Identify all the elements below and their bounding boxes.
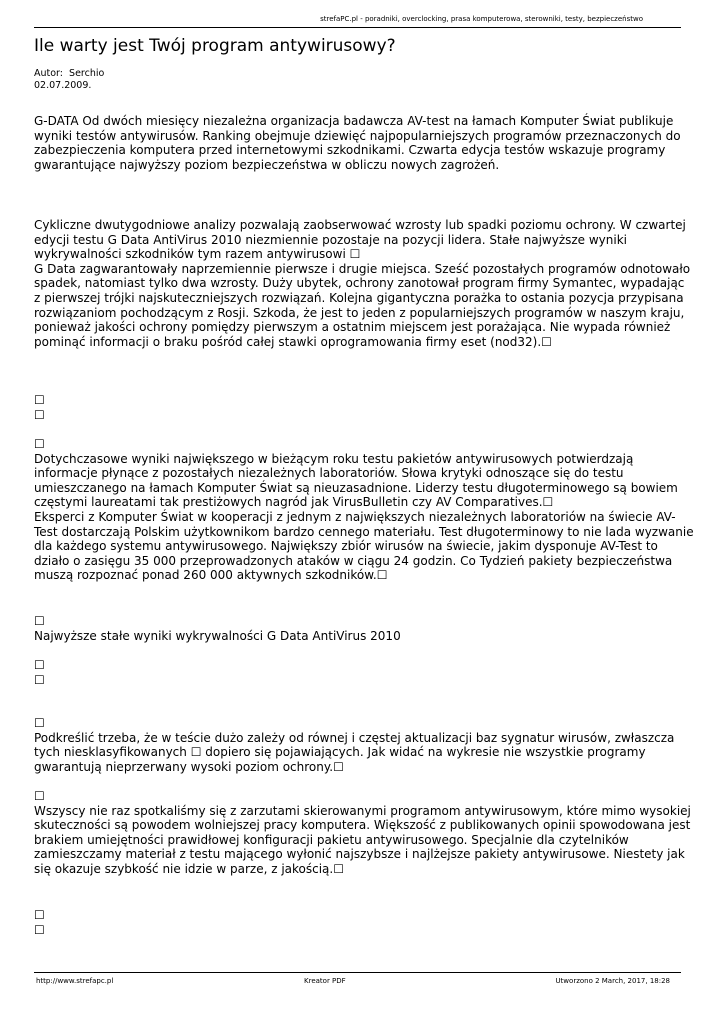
- site-header-text: strefaPC.pl - poradniki, overclocking, prasa komputerowa, sterowniki, testy, bezpieczeństwo: [320, 15, 643, 23]
- missing-glyph-icon: ☐: [34, 658, 45, 672]
- author-line: [34, 68, 104, 80]
- paragraph-5: Eksperci z Komputer Świat w kooperacji z jednym z największych niezależnych laboratoriów na świecie AV-Test dostarczają Polskim użytkownikom bardzo cennego materiału. Test długoterminowy to nie lada wyzwanie dla każdego systemu antywirusowego. Największy zbiór wirusów na świecie, jakim dysponuje AV-Test to działo o zasięgu 35 000 przeprowadzonych ataków w ciągu 24 godzin. Co Tydzień pakiety bezpieczeństwa muszą rozpoznać ponad 260 000 aktywnych szkodników.☐: [34, 509, 694, 583]
- missing-glyph-icon: ☐: [34, 437, 45, 451]
- missing-glyph-icon: ☐: [34, 922, 45, 937]
- footer-divider: [34, 972, 681, 973]
- header-divider: [34, 27, 681, 28]
- missing-glyph-icon: ☐: [34, 393, 45, 407]
- footer-generator: Kreator PDF: [304, 977, 346, 985]
- chart-caption: Najwyższe stałe wyniki wykrywalności G Data AntiVirus 2010: [34, 628, 401, 643]
- article-meta: [34, 68, 104, 92]
- paragraph-group-ranking: [34, 218, 694, 349]
- paragraph-intro: [34, 114, 694, 172]
- missing-glyph-icon: ☐: [34, 614, 45, 628]
- author-label: Autor:: [34, 68, 63, 79]
- paragraph-group-performance: [34, 789, 694, 877]
- paragraph-group-updates: [34, 716, 694, 774]
- article-title: Ile warty jest Twój program antywirusowy?: [34, 36, 396, 56]
- paragraph-1: G-DATA Od dwóch miesięcy niezależna organizacja badawcza AV-test na łamach Komputer Świat publikuje wyniki testów antywirusów. Ranking obejmuje dziewięć najpopularniejszych programów przeznaczonych do zabezpieczenia komputera przed internetowymi szkodnikami. Czwarta edycja testów wskazuje programy gwarantujące najwyższy poziom bezpieczeństwa w obliczu nowych zagrożeń.: [34, 114, 681, 172]
- missing-glyph-icon: ☐: [34, 672, 45, 687]
- missing-glyph-icon: ☐: [34, 407, 45, 422]
- paragraph-6: Podkreślić trzeba, że w teście dużo zależy od równej i częstej aktualizacji baz sygnatur wirusów, zwłaszcza tych niesklasyfikowanych ☐ dopiero się pojawiających. Jak widać na wykresie nie wszystkie programy gwarantują nieprzerwany wysoki poziom ochrony.☐: [34, 730, 675, 774]
- missing-glyph-icon: ☐: [34, 716, 45, 730]
- paragraph-group-test: [34, 437, 694, 583]
- footer-created: Utworzono 2 March, 2017, 18:28: [555, 977, 670, 985]
- image-placeholder-3: [34, 908, 45, 937]
- chart-caption-block: [34, 614, 694, 643]
- paragraph-2: Cykliczne dwutygodniowe analizy pozwalają zaobserwować wzrosty lub spadki poziomu ochrony. W czwartej edycji testu G Data AntiVirus 2010 niezmiennie pozostaje na pozycji lidera. Stałe najwyższe wyniki wykrywalności szkodników tym razem antywirusowi ☐: [34, 218, 686, 262]
- image-placeholder-1: [34, 393, 45, 422]
- image-placeholder-2: [34, 658, 45, 687]
- author-name: Serchio: [69, 68, 105, 79]
- article-date: 02.07.2009.: [34, 80, 92, 91]
- missing-glyph-icon: ☐: [34, 908, 45, 922]
- paragraph-3: G Data zagwarantowały naprzemiennie pierwsze i drugie miejsca. Sześć pozostałych programów odnotowało spadek, natomiast tylko dwa wzrosty. Duży ubytek, ochrony zanotował program firmy Symantec, wypadając z pierwszej trójki najskuteczniejszych rozwiązań. Kolejna gigantyczna porażka to ostania pozycja przypisana rozwiązaniom pochodzącym z Rosji. Szkoda, że jest to jeden z popularniejszych programów w naszym kraju, ponieważ jakości ochrony pomiędzy pierwszym a ostatnim miejscem jest porażająca. Nie wypada również pominąć informacji o braku pośród całej stawki oprogramowania firmy eset (nod32).☐: [34, 261, 691, 349]
- footer-url: http://www.strefapc.pl: [36, 977, 114, 985]
- missing-glyph-icon: ☐: [34, 789, 45, 803]
- paragraph-4: Dotychczasowe wyniki największego w bieżącym roku testu pakietów antywirusowych potwierdzają informacje płynące z pozostałych niezależnych laboratoriów. Słowa krytyki odnoszące się do testu umieszczanego na łamach Komputer Świat są nieuzasadnione. Liderzy testu długoterminowego są bowiem częstymi laureatami tak prestiżowych nagród jak VirusBulletin czy AV Comparatives.☐: [34, 451, 678, 510]
- paragraph-7: Wszyscy nie raz spotkaliśmy się z zarzutami skierowanymi programom antywirusowym, które mimo wysokiej skuteczności są powodem wolniejszej pracy komputera. Większość z publikowanych opinii spowodowana jest brakiem umiejętności prawidłowej konfiguracji pakietu antywirusowego. Specjalnie dla czytelników zamieszczamy materiał z testu mającego wyłonić najszybsze i najlżejsze pakiety antywirusowe. Niestety jak się okazuje szybkość nie idzie w parze, z jakością.☐: [34, 803, 691, 876]
